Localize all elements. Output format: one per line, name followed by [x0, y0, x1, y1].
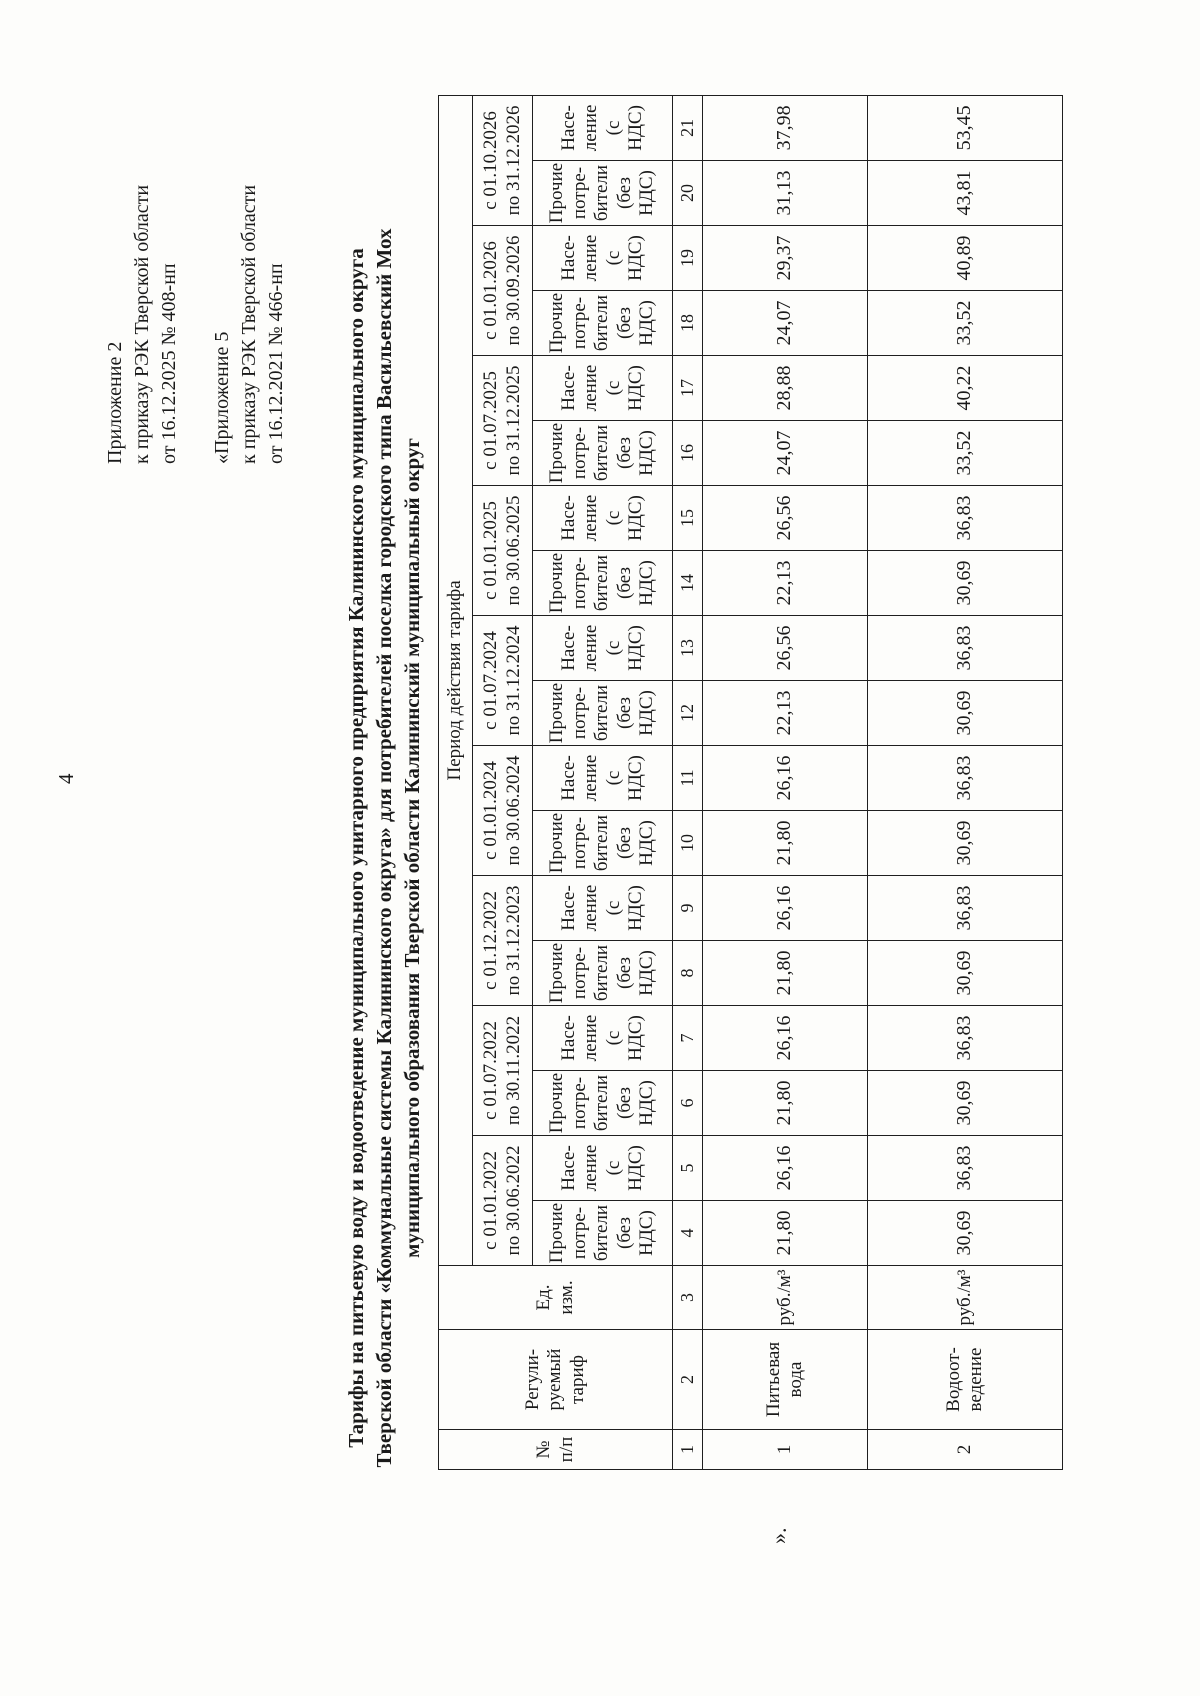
tariff-value: 30,69: [868, 941, 1063, 1006]
tariff-value: 36,83: [868, 746, 1063, 811]
period-header: [473, 95, 533, 225]
tariff-value: 40,22: [868, 356, 1063, 421]
tariff-value: 26,56: [703, 486, 868, 551]
tariff-value: 36,83: [868, 486, 1063, 551]
tariff-table: [438, 95, 1063, 1470]
period-to: по 30.06.2022: [502, 1145, 524, 1256]
tariff-value: 40,89: [868, 226, 1063, 291]
consumer-header-population: Население (с НДС): [533, 876, 673, 941]
period-header: [473, 486, 533, 616]
tariff-value: 26,16: [703, 746, 868, 811]
column-number: 17: [673, 356, 703, 421]
consumer-header-population: Население (с НДС): [533, 616, 673, 681]
tariff-value: 26,16: [703, 876, 868, 941]
document-title-line: Тарифы на питьевую воду и водоотведение муниципального унитарного предприятия Калининского муниципального округа: [344, 248, 368, 1448]
consumer-header-other: Прочие потребители (без НДС): [533, 161, 673, 226]
consumer-header-other: Прочие потребители (без НДС): [533, 1201, 673, 1266]
row-unit: руб./​м³: [868, 1266, 1063, 1330]
annotation-appendix-2: [102, 44, 183, 464]
tariff-value: 30,69: [868, 681, 1063, 746]
tariff-value: 21,80: [703, 1201, 868, 1266]
document-title: [342, 80, 426, 1616]
period-header: [473, 226, 533, 356]
period-from: с 01.01.2026: [480, 241, 502, 340]
period-to: по 31.12.2025: [502, 365, 524, 476]
column-number: 20: [673, 161, 703, 226]
tariff-value: 29,37: [703, 226, 868, 291]
tariff-value: 43,81: [868, 161, 1063, 226]
consumer-header-other: Прочие потребители (без НДС): [533, 1071, 673, 1136]
consumer-header-other: Прочие потребители (без НДС): [533, 941, 673, 1006]
tariff-value: 31,13: [703, 161, 868, 226]
period-from: с 01.12.2022: [480, 891, 502, 990]
tariff-value: 21,80: [703, 941, 868, 1006]
col-header-number: № п/п: [439, 1430, 673, 1470]
tariff-value: 22,13: [703, 681, 868, 746]
tariff-value: 36,83: [868, 1136, 1063, 1201]
column-number: 9: [673, 876, 703, 941]
tariff-value: 53,45: [868, 95, 1063, 160]
document-title-line: муниципального образования Тверской области Калининский муниципальный округ: [400, 438, 424, 1258]
column-number: 14: [673, 551, 703, 616]
tariff-value: 21,80: [703, 811, 868, 876]
annotation-appendix-5: [209, 44, 290, 464]
tariff-value: 30,69: [868, 551, 1063, 616]
consumer-header-population: Население (с НДС): [533, 486, 673, 551]
period-from: с 01.01.2024: [480, 761, 502, 860]
period-to: по 30.06.2024: [502, 755, 524, 866]
tariff-value: 21,80: [703, 1071, 868, 1136]
period-from: с 01.07.2025: [480, 371, 502, 470]
annotation-line: к приказу РЭК Тверской области: [131, 184, 153, 464]
tariff-value: 36,83: [868, 876, 1063, 941]
tariff-value: 30,69: [868, 811, 1063, 876]
period-to: по 31.12.2024: [502, 625, 524, 736]
column-number: 6: [673, 1071, 703, 1136]
tariff-value: 26,16: [703, 1006, 868, 1071]
row-number: 2: [868, 1430, 1063, 1470]
column-number: 1: [673, 1430, 703, 1470]
annotation-line: «Приложение 5: [211, 331, 233, 464]
period-header: [473, 356, 533, 486]
consumer-header-population: Население (с НДС): [533, 95, 673, 160]
column-number: 10: [673, 811, 703, 876]
tariff-value: 26,16: [703, 1136, 868, 1201]
annotation-area: [102, 44, 290, 464]
period-from: с 01.01.2022: [480, 1151, 502, 1250]
period-from: с 01.07.2022: [480, 1021, 502, 1120]
closing-quote-mark: ».: [766, 1527, 791, 1544]
consumer-header-population: Население (с НДС): [533, 1006, 673, 1071]
column-number: 13: [673, 616, 703, 681]
col-header-unit: Ед. изм.: [439, 1266, 673, 1330]
tariff-row: [703, 95, 868, 1469]
column-number: 2: [673, 1330, 703, 1430]
period-from: с 01.07.2024: [480, 631, 502, 730]
consumer-header-other: Прочие потребители (без НДС): [533, 551, 673, 616]
header-row-groups: [439, 95, 473, 1469]
period-header: [473, 746, 533, 876]
consumer-header-population: Население (с НДС): [533, 746, 673, 811]
tariff-value: 37,98: [703, 95, 868, 160]
tariff-row: [868, 95, 1063, 1469]
column-number: 15: [673, 486, 703, 551]
column-number-row: [673, 95, 703, 1469]
tariff-value: 24,07: [703, 291, 868, 356]
tariff-value: 36,83: [868, 616, 1063, 681]
period-from: с 01.01.2025: [480, 501, 502, 600]
tariff-value: 30,69: [868, 1071, 1063, 1136]
column-number: 4: [673, 1201, 703, 1266]
annotation-line: от 16.12.2025 № 408-нп: [158, 263, 180, 464]
document-title-line: Тверской области «Коммунальные системы Калининского округа» для потребителей поселка городского типа Васильевский Мох: [372, 228, 396, 1468]
period-header: [473, 1006, 533, 1136]
column-number: 7: [673, 1006, 703, 1071]
annotation-line: от 16.12.2021 № 466-нп: [265, 263, 287, 464]
period-header: [473, 1136, 533, 1266]
tariff-value: 26,56: [703, 616, 868, 681]
column-number: 21: [673, 95, 703, 160]
period-to: по 31.12.2023: [502, 885, 524, 996]
col-header-tariff: Регулируемый тариф: [439, 1330, 673, 1430]
period-to: по 30.11.2022: [502, 1015, 524, 1126]
col-header-period-group: Период действия тарифа: [439, 95, 473, 1265]
annotation-line: к приказу РЭК Тверской области: [238, 184, 260, 464]
column-number: 16: [673, 421, 703, 486]
consumer-header-population: Население (с НДС): [533, 226, 673, 291]
tariff-value: 30,69: [868, 1201, 1063, 1266]
consumer-header-population: Население (с НДС): [533, 1136, 673, 1201]
tariff-value: 24,07: [703, 421, 868, 486]
header-row-consumers: [533, 95, 673, 1469]
column-number: 8: [673, 941, 703, 1006]
annotation-line: Приложение 2: [104, 341, 126, 464]
period-header: [473, 616, 533, 746]
consumer-header-other: Прочие потребители (без НДС): [533, 421, 673, 486]
consumer-header-other: Прочие потребители (без НДС): [533, 291, 673, 356]
tariff-value: 33,52: [868, 291, 1063, 356]
period-to: по 30.06.2025: [502, 495, 524, 606]
column-number: 18: [673, 291, 703, 356]
tariff-value: 36,83: [868, 1006, 1063, 1071]
tariff-value: 33,52: [868, 421, 1063, 486]
row-name: Питьевая вода: [703, 1330, 868, 1430]
row-number: 1: [703, 1430, 868, 1470]
consumer-header-population: Население (с НДС): [533, 356, 673, 421]
column-number: 19: [673, 226, 703, 291]
tariff-value: 28,88: [703, 356, 868, 421]
header-row-periods: [473, 95, 533, 1469]
column-number: 5: [673, 1136, 703, 1201]
consumer-header-other: Прочие потребители (без НДС): [533, 811, 673, 876]
column-number: 12: [673, 681, 703, 746]
tariff-value: 22,13: [703, 551, 868, 616]
period-to: по 30.09.2026: [502, 235, 524, 346]
row-name: Водоотведение: [868, 1330, 1063, 1430]
column-number: 11: [673, 746, 703, 811]
period-to: по 31.12.2026: [502, 105, 524, 216]
column-number: 3: [673, 1266, 703, 1330]
row-unit: руб./​м³: [703, 1266, 868, 1330]
consumer-header-other: Прочие потребители (без НДС): [533, 681, 673, 746]
period-header: [473, 876, 533, 1006]
period-from: с 01.10.2026: [480, 111, 502, 210]
page-number: 4: [54, 773, 78, 784]
